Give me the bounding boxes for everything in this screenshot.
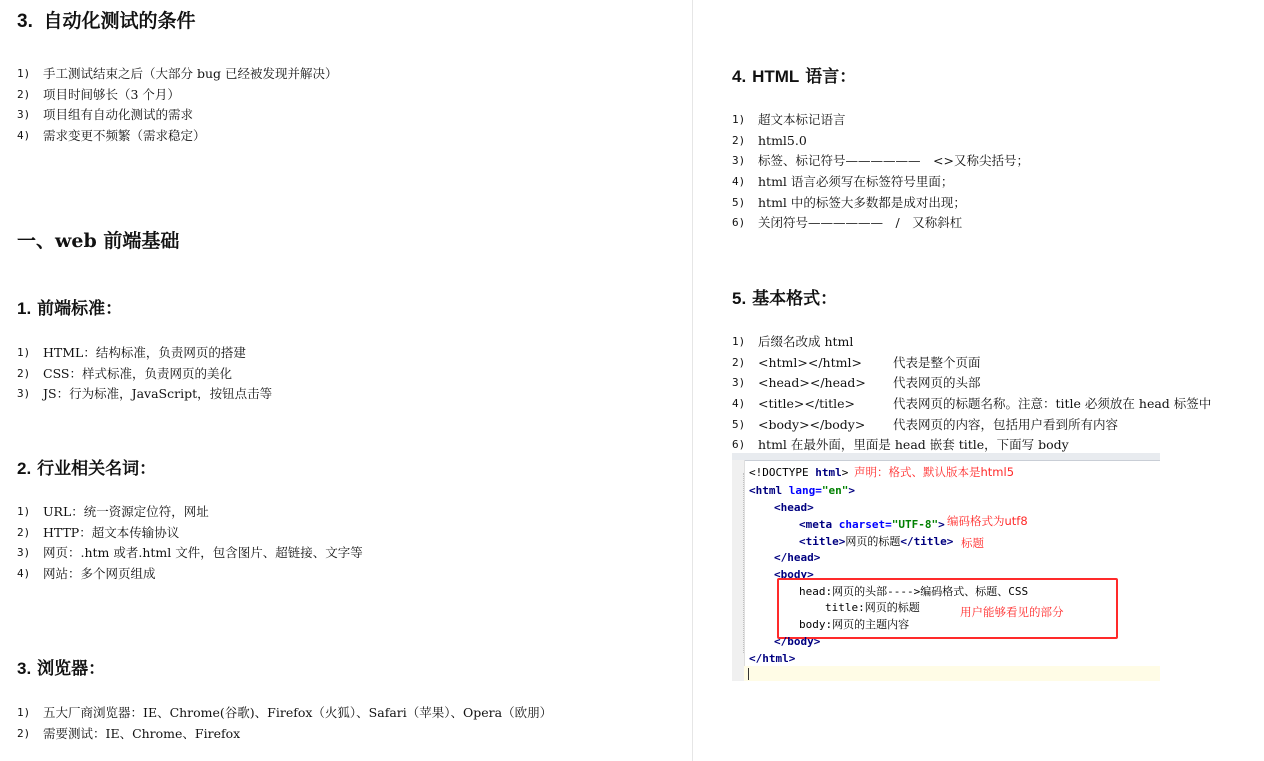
list-item: 1) 手工测试结束之后（大部分 bug 已经被发现并解决） bbox=[17, 66, 338, 81]
right-column bbox=[693, 0, 1264, 761]
code-line-doctype: <!DOCTYPE html> bbox=[749, 466, 849, 479]
editor-tab-strip bbox=[732, 453, 1160, 461]
heading-browsers: 3. 浏览器： bbox=[17, 659, 106, 679]
list-item: 3) 项目组有自动化测试的需求 bbox=[17, 107, 194, 123]
text-caret bbox=[748, 668, 749, 680]
list-item: 2) 项目时间够长（3 个月） bbox=[17, 86, 180, 102]
code-line-body-close: </body> bbox=[774, 635, 821, 648]
highlight-box bbox=[777, 578, 1118, 639]
code-line-body-open: <body> bbox=[774, 568, 814, 581]
list-item: 3) <head></head> 代表网页的头部 bbox=[732, 375, 981, 391]
list-item: 2) html5.0 bbox=[732, 132, 807, 148]
basic-format-list bbox=[732, 332, 1212, 456]
list-item: 4) 网站：多个网页组成 bbox=[17, 566, 156, 582]
list-item: 2) HTTP：超文本传输协议 bbox=[17, 524, 180, 540]
list-item: 1) 后缀名改成 html bbox=[732, 334, 854, 349]
frontend-standards-list bbox=[17, 343, 272, 405]
industry-terms-list bbox=[17, 502, 363, 585]
annotation-doctype: 声明：格式、默认版本是html5 bbox=[854, 465, 1015, 479]
heading-frontend-standards: 1. 前端标准： bbox=[17, 299, 123, 319]
automation-conditions-list bbox=[17, 64, 338, 147]
code-editor-screenshot bbox=[732, 453, 1160, 681]
browsers-list bbox=[17, 703, 552, 744]
list-item: 6) 关闭符号—————— / 又称斜杠 bbox=[732, 215, 963, 231]
list-item: 1) 五大厂商浏览器：IE、Chrome(谷歌)、Firefox（火狐）、Safari（苹果）、Opera（欧朋） bbox=[17, 705, 553, 720]
list-item: 4) <title></title> 代表网页的标题名称。注意：title 必须放在 head 标签中 bbox=[732, 396, 1212, 412]
annotation-charset: 编码格式为utf8 bbox=[947, 514, 1028, 528]
list-item: 3) 标签、标记符号—————— <>又称尖括号； bbox=[732, 153, 1029, 169]
list-item: 6) html 在最外面，里面是 head 嵌套 title，下面写 body bbox=[732, 437, 1069, 453]
list-item: 5) <body></body> 代表网页的内容，包括用户看到所有内容 bbox=[732, 416, 1119, 432]
list-item: 1) HTML：结构标准，负责网页的搭建 bbox=[17, 345, 246, 360]
list-item: 3) 网页：.htm 或者.html 文件，包含图片、超链接、文字等 bbox=[17, 545, 363, 561]
code-line-meta: <meta charset="UTF-8"> bbox=[799, 518, 945, 531]
list-item: 1) URL：统一资源定位符，网址 bbox=[17, 504, 209, 519]
heading-html-language: 4. HTML 语言： bbox=[732, 67, 857, 87]
code-line-body-text-3: body:网页的主题内容 bbox=[799, 618, 910, 631]
heading-industry-terms: 2. 行业相关名词： bbox=[17, 459, 157, 479]
code-line-html-open: <html lang="en"> bbox=[749, 484, 855, 497]
list-item: 5) html 中的标签大多数都是成对出现； bbox=[732, 194, 966, 210]
list-item: 2) CSS：样式标准，负责网页的美化 bbox=[17, 365, 232, 381]
list-item: 3) JS：行为标准，JavaScript，按钮点击等 bbox=[17, 386, 273, 402]
annotation-title: 标题 bbox=[961, 536, 984, 550]
heading-web-frontend-basics: 一、web 前端基础 bbox=[17, 230, 180, 252]
current-line-highlight bbox=[744, 666, 1160, 681]
list-item: 4) html 语言必须写在标签符号里面； bbox=[732, 174, 954, 190]
annotation-visible-part: 用户能够看见的部分 bbox=[960, 605, 1064, 619]
code-line-head-open: <head> bbox=[774, 501, 814, 514]
code-line-html-close: </html> bbox=[749, 652, 796, 665]
list-item: 2) <html></html> 代表是整个页面 bbox=[732, 354, 981, 370]
list-item: 4) 需求变更不频繁（需求稳定） bbox=[17, 128, 206, 144]
code-line-head-close: </head> bbox=[774, 551, 821, 564]
heading-automation-conditions: 3. 自动化测试的条件 bbox=[17, 10, 196, 32]
html-language-list bbox=[732, 110, 1029, 234]
heading-basic-format: 5. 基本格式： bbox=[732, 289, 838, 309]
list-item: 2) 需要测试：IE、Chrome、Firefox bbox=[17, 725, 241, 741]
code-line-title: <title>网页的标题</title> bbox=[799, 535, 954, 548]
list-item: 1) 超文本标记语言 bbox=[732, 112, 846, 127]
code-line-body-text-2: title:网页的标题 bbox=[825, 601, 920, 614]
code-line-body-text-1: head:网页的头部---->编码格式、标题、CSS bbox=[799, 585, 1029, 598]
